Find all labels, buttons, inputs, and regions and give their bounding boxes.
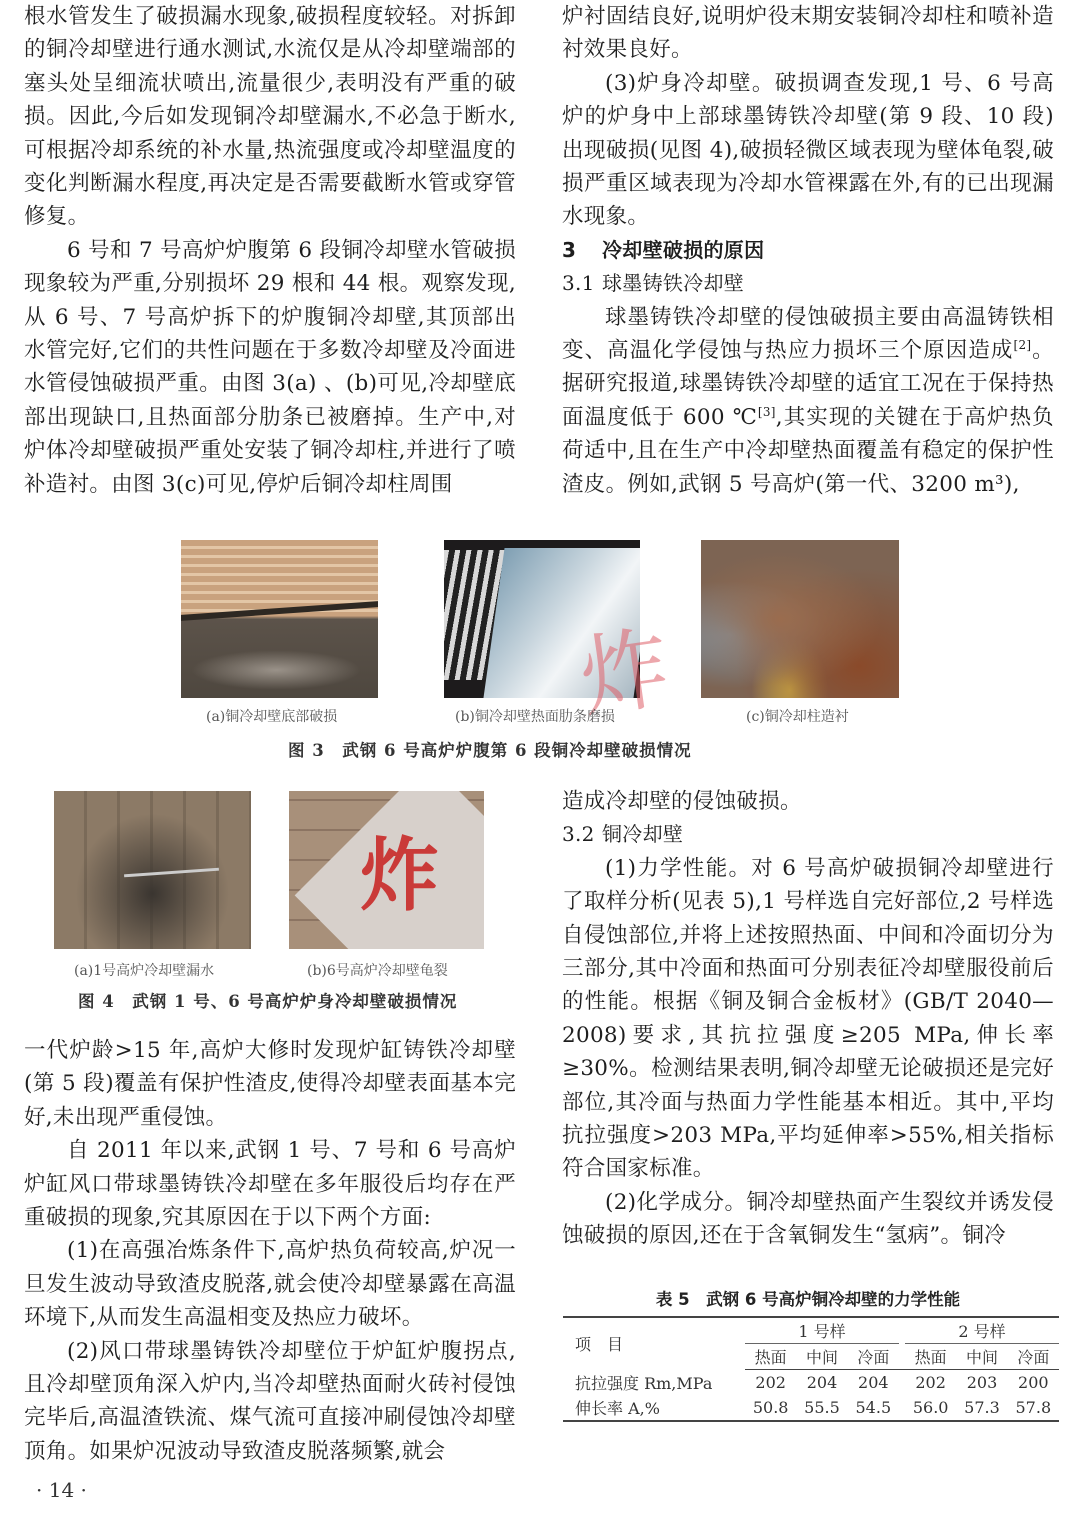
right-column-top	[562, 0, 1054, 501]
section-number: 3	[562, 237, 577, 262]
subheader: 冷面	[848, 1344, 899, 1370]
figure-4-caption: 图 4 武钢 1 号、6 号高炉炉身冷却壁破损情况	[78, 992, 458, 1011]
section-title: 球墨铸铁冷却壁	[602, 271, 745, 296]
left-column-bottom	[24, 1034, 516, 1468]
section-heading-3	[562, 234, 1054, 267]
subheader: 热面	[745, 1344, 796, 1370]
subheader: 热面	[905, 1344, 956, 1370]
paragraph: (2)风口带球墨铸铁冷却壁位于炉缸炉腹拐点,且冷却壁顶角深入炉内,当冷却壁热面耐火砖衬侵蚀完毕后,高温渣铁流、煤气流可直接冲刷侵蚀冷却壁顶角。如果炉况波动导致渣皮脱落频繁,就会	[24, 1338, 516, 1464]
figure-3a-caption: (a)铜冷却壁底部破损	[206, 709, 338, 725]
paragraph: 造成冷却壁的侵蚀破损。	[562, 789, 802, 814]
cell: 203	[966, 1373, 998, 1392]
right-column-bottom	[562, 785, 1054, 1253]
photo-copper-cooling-column-lining	[701, 540, 899, 698]
cell: 57.8	[1008, 1395, 1059, 1421]
photo-bf1-stave-leak	[54, 791, 251, 949]
watermark-icon: 炸	[359, 828, 439, 922]
paragraph: (2)化学成分。铜冷却壁热面产生裂纹并诱发侵蚀破损的原因,还在于含氧铜发生“氢病”。铜冷	[562, 1189, 1054, 1249]
section-heading-3-2	[562, 818, 1054, 851]
header-sample-1: 1 号样	[745, 1317, 899, 1344]
figure-3c-caption: (c)铜冷却柱造衬	[746, 709, 849, 725]
table-5-title: 表 5 武钢 6 号高炉铜冷却壁的力学性能	[655, 1290, 961, 1309]
photo-copper-stave-bottom-damage	[181, 540, 378, 698]
header-item: 项 目	[563, 1317, 745, 1370]
paragraph: (1)力学性能。对 6 号高炉破损铜冷却壁进行了取样分析(见表 5),1 号样选自完好部位,2 号样选自侵蚀部位,并将上述按照热面、中间和冷面切分为三部分,其中冷面和热面可分别表征冷却壁服役前后的性能。根据《铜及铜合金板材》(GB/T 2040—2008)要求,其抗拉强度≥205 MPa,伸长率≥30%。检测结果表明,铜冷却壁无论破损还是完好部位,其冷面与热面力学性能基本相近。其中,平均抗拉强度>203 MPa,平均延伸率>55%,相关指标符合国家标准。	[562, 855, 1054, 1182]
table-row	[563, 1370, 1059, 1396]
table-5	[563, 1316, 1059, 1422]
cell: 200	[1018, 1373, 1049, 1392]
paragraph: (1)在高强冶炼条件下,高炉热负荷较高,炉况一旦发生波动导致渣皮脱落,就会使冷却壁暴露在高温环境下,从而发生高温相变及热应力破坏。	[24, 1238, 516, 1331]
subheader: 中间	[796, 1344, 847, 1370]
row-label: 伸长率 A,%	[563, 1395, 745, 1421]
cell: 55.5	[796, 1395, 847, 1421]
row-label: 抗拉强度 Rm,MPa	[575, 1373, 713, 1393]
paragraph: 6 号和 7 号高炉炉腹第 6 段铜冷却壁水管破损现象较为严重,分别损坏 29 根和 44 根。观察发现,从 6 号、7 号高炉拆下的炉腹铜冷却壁,其顶部出水管完好,它们的共性问题在于多数冷却壁及冷面进水管侵蚀破损严重。由图 3(a) 、(b)可见,冷却壁底部出现缺口,且热面部分肋条已被磨掉。生产中,对炉体冷却壁破损严重处安装了铜冷却柱,并进行了喷补造衬。由图 3(c)可见,停炉后铜冷却柱周围	[24, 237, 516, 497]
cell: 50.8	[745, 1395, 796, 1421]
page-number: · 14 ·	[36, 1478, 87, 1502]
cell: 204	[858, 1373, 889, 1392]
cell: 54.5	[848, 1395, 899, 1421]
section-number: 3.2	[562, 822, 595, 847]
section-number: 3.1	[562, 271, 595, 296]
section-heading-3-1	[562, 267, 1054, 300]
figure-3b-caption: (b)铜冷却壁热面肋条磨损	[455, 709, 615, 725]
header-sample-2: 2 号样	[905, 1317, 1059, 1344]
section-title: 冷却壁破损的原因	[602, 237, 765, 262]
paragraph: 炉衬固结良好,说明炉役末期安装铜冷却柱和喷补造衬效果良好。	[562, 4, 1054, 63]
paragraph: 一代炉龄>15 年,高炉大修时发现炉缸铸铁冷却壁(第 5 段)覆盖有保护性渣皮,使得冷却壁表面基本完好,未出现严重侵蚀。	[24, 1038, 516, 1130]
citation[interactable]: [3]	[757, 404, 776, 419]
table-row	[563, 1395, 1059, 1421]
figure-4a-caption: (a)1号高炉冷却壁漏水	[74, 963, 215, 979]
cell: 56.0	[905, 1395, 956, 1421]
cell: 202	[755, 1373, 786, 1392]
section-title: 铜冷却壁	[602, 822, 684, 847]
subheader: 冷面	[1008, 1344, 1059, 1370]
figure-3-caption: 图 3 武钢 6 号高炉炉腹第 6 段铜冷却壁破损情况	[288, 741, 692, 760]
paragraph: (3)炉身冷却壁。破损调查发现,1 号、6 号高炉的炉身中上部球墨铸铁冷却壁(第 9 段、10 段)出现破损(见图 4),破损轻微区域表现为壁体龟裂,破损严重区域表现为冷却水管裸露在外,有的已出现漏水现象。	[562, 70, 1054, 230]
paragraph: 根水管发生了破损漏水现象,破损程度较轻。对拆卸的铜冷却壁进行通水测试,水流仅是从冷却壁端部的塞头处呈细流状喷出,流量很少,表明没有严重的破损。因此,今后如发现铜冷却壁漏水,不必急于断水,可根据冷却系统的补水量,热流强度或冷却壁温度的变化判断漏水程度,再决定是否需要截断水管或穿管修复。	[24, 4, 516, 230]
photo-bf6-stave-cracking	[289, 791, 484, 949]
cell: 57.3	[956, 1395, 1007, 1421]
paragraph: 自 2011 年以来,武钢 1 号、7 号和 6 号高炉炉缸风口带球墨铸铁冷却壁在多年服役后均存在严重破损的现象,究其原因在于以下两个方面:	[24, 1138, 516, 1231]
left-column-top	[24, 0, 516, 501]
paragraph: 球墨铸铁冷却壁的侵蚀破损主要由高温铸铁相变、高温化学侵蚀与热应力损坏三个原因造成[2]。据研究报道,球墨铸铁冷却壁的适宜工况在于保持热面温度低于 600 ℃[3],其实现的关键在于高炉热负荷适中,且在生产中冷却壁热面覆盖有稳定的保护性渣皮。例如,武钢 5 号高炉(第一代、3200 m³),	[562, 304, 1054, 497]
watermark-icon: 炸	[572, 615, 677, 732]
cell: 204	[806, 1373, 838, 1392]
figure-4b-caption: (b)6号高炉冷却壁龟裂	[307, 963, 448, 979]
cell: 202	[915, 1373, 946, 1392]
subheader: 中间	[956, 1344, 1007, 1370]
citation[interactable]: [2]	[1013, 337, 1032, 352]
